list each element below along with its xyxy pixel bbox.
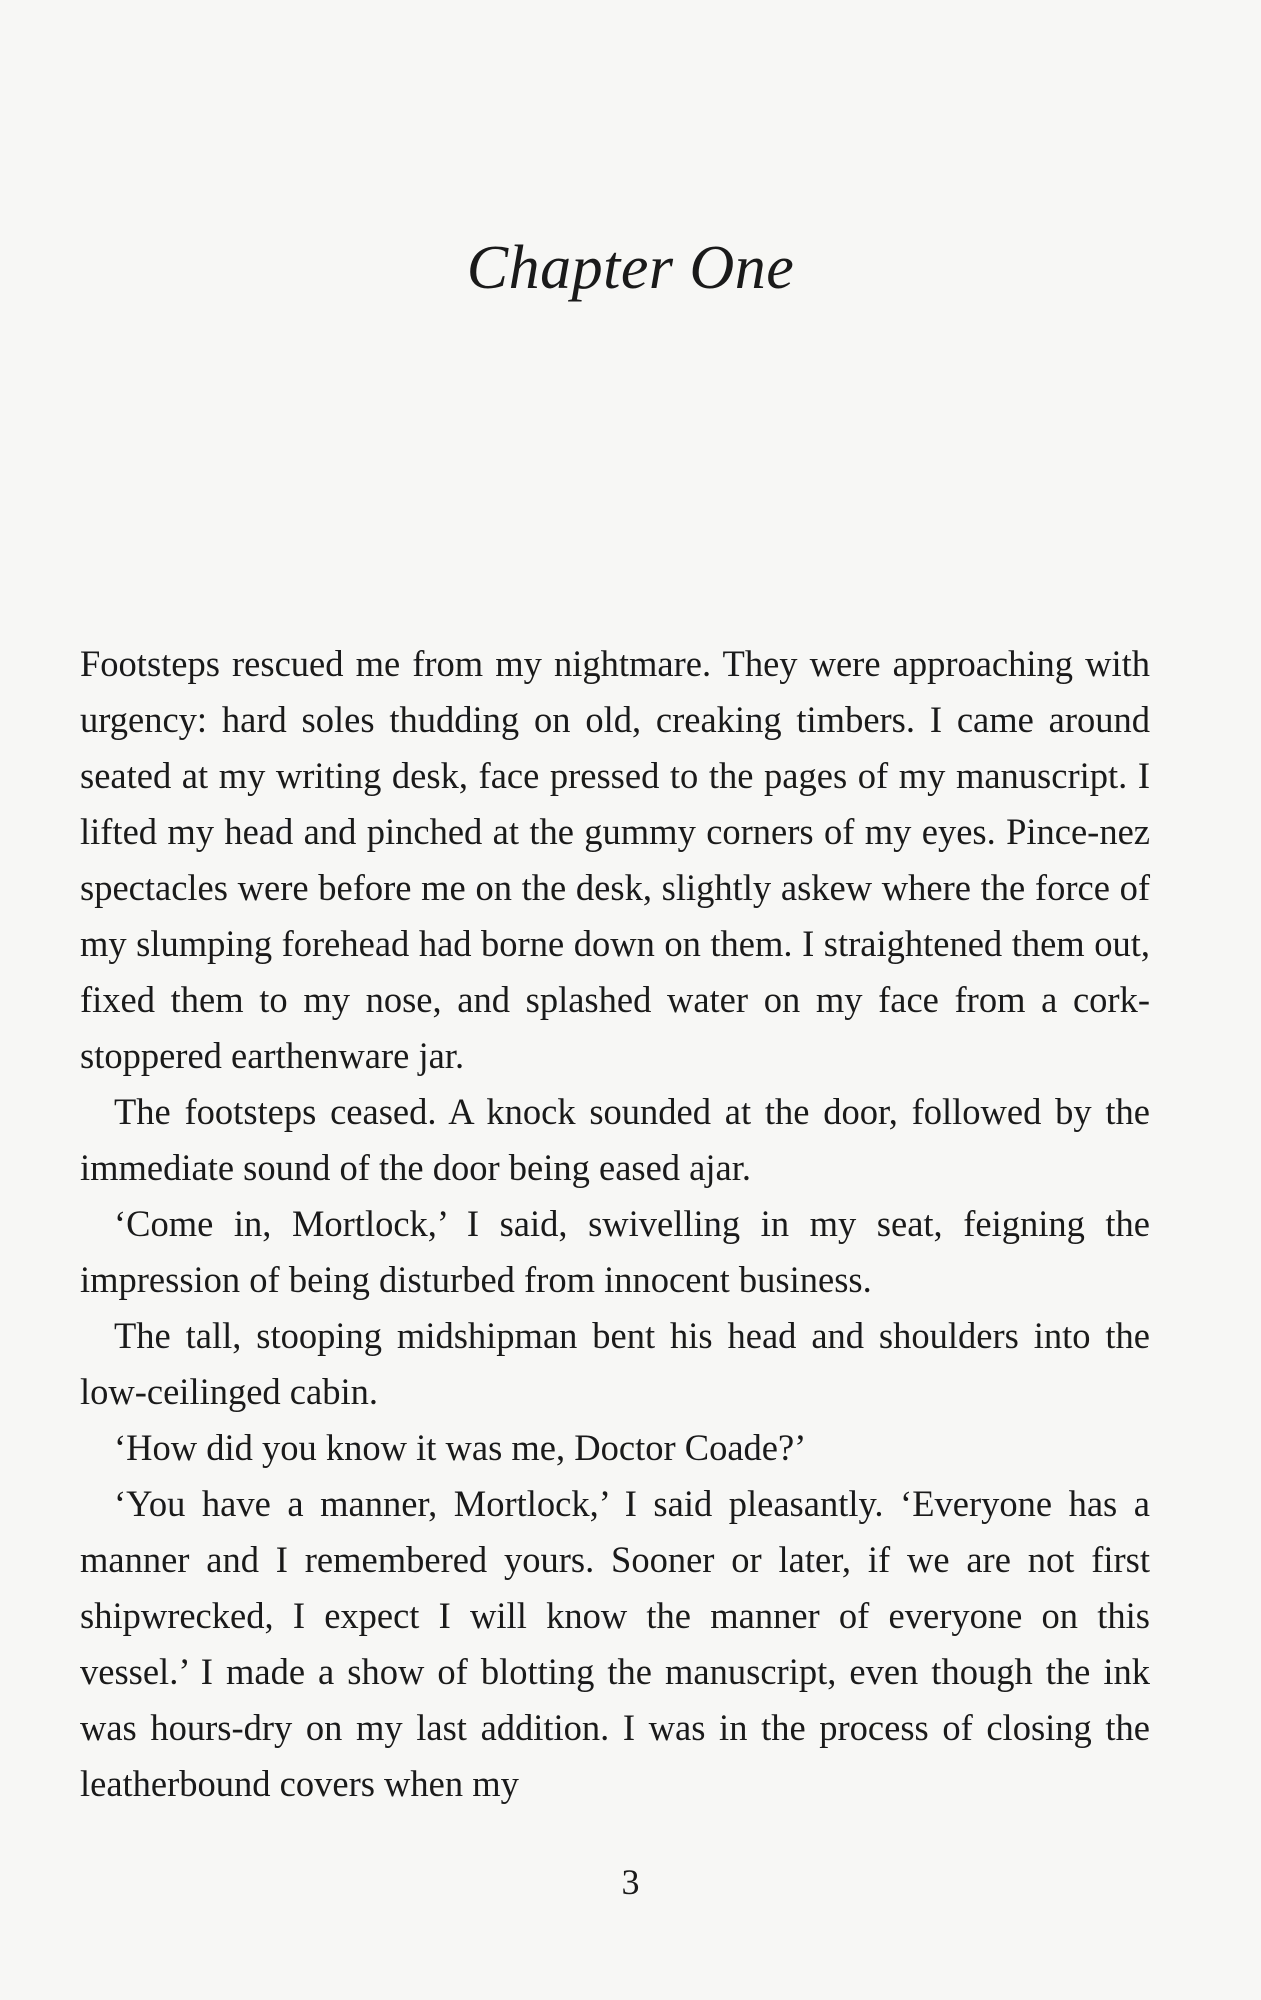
- page-number: 3: [621, 1862, 640, 1902]
- paragraph: The tall, stooping midshipman bent his head and shoulders into the low-ceilinged cabin.: [80, 1315, 1150, 1412]
- paragraph: ‘You have a manner, Mortlock,’ I said pleasantly. ‘Everyone has a manner and I remembered yours. Sooner or later, if we are not first shipwrecked, I expect I will know the manner of everyone on this vessel.’ I made a show of blotting the manuscript, even though the ink was hours-dry on my last addition. I was in the process of closing the leatherbound covers when my: [80, 1483, 1150, 1804]
- paragraph: ‘Come in, Mortlock,’ I said, swivelling in my seat, feigning the impression of being disturbed from innocent business.: [80, 1203, 1150, 1300]
- body-text: [80, 636, 1150, 1812]
- chapter-title: Chapter One: [466, 234, 795, 302]
- paragraph: The footsteps ceased. A knock sounded at the door, followed by the immediate sound of the door being eased ajar.: [80, 1091, 1150, 1188]
- paragraph: ‘How did you know it was me, Doctor Coade?’: [114, 1427, 807, 1468]
- paragraph: Footsteps rescued me from my nightmare. They were approaching with urgency: hard soles thudding on old, creaking timbers. I came around seated at my writing desk, face pressed to the pages of my manuscript. I lifted my head and pinched at the gummy corners of my eyes. Pince-nez spectacles were before me on the desk, slightly askew where the force of my slumping forehead had borne down on them. I straightened them out, fixed them to my nose, and splashed water on my face from a cork-stoppered earthenware jar.: [80, 643, 1150, 1076]
